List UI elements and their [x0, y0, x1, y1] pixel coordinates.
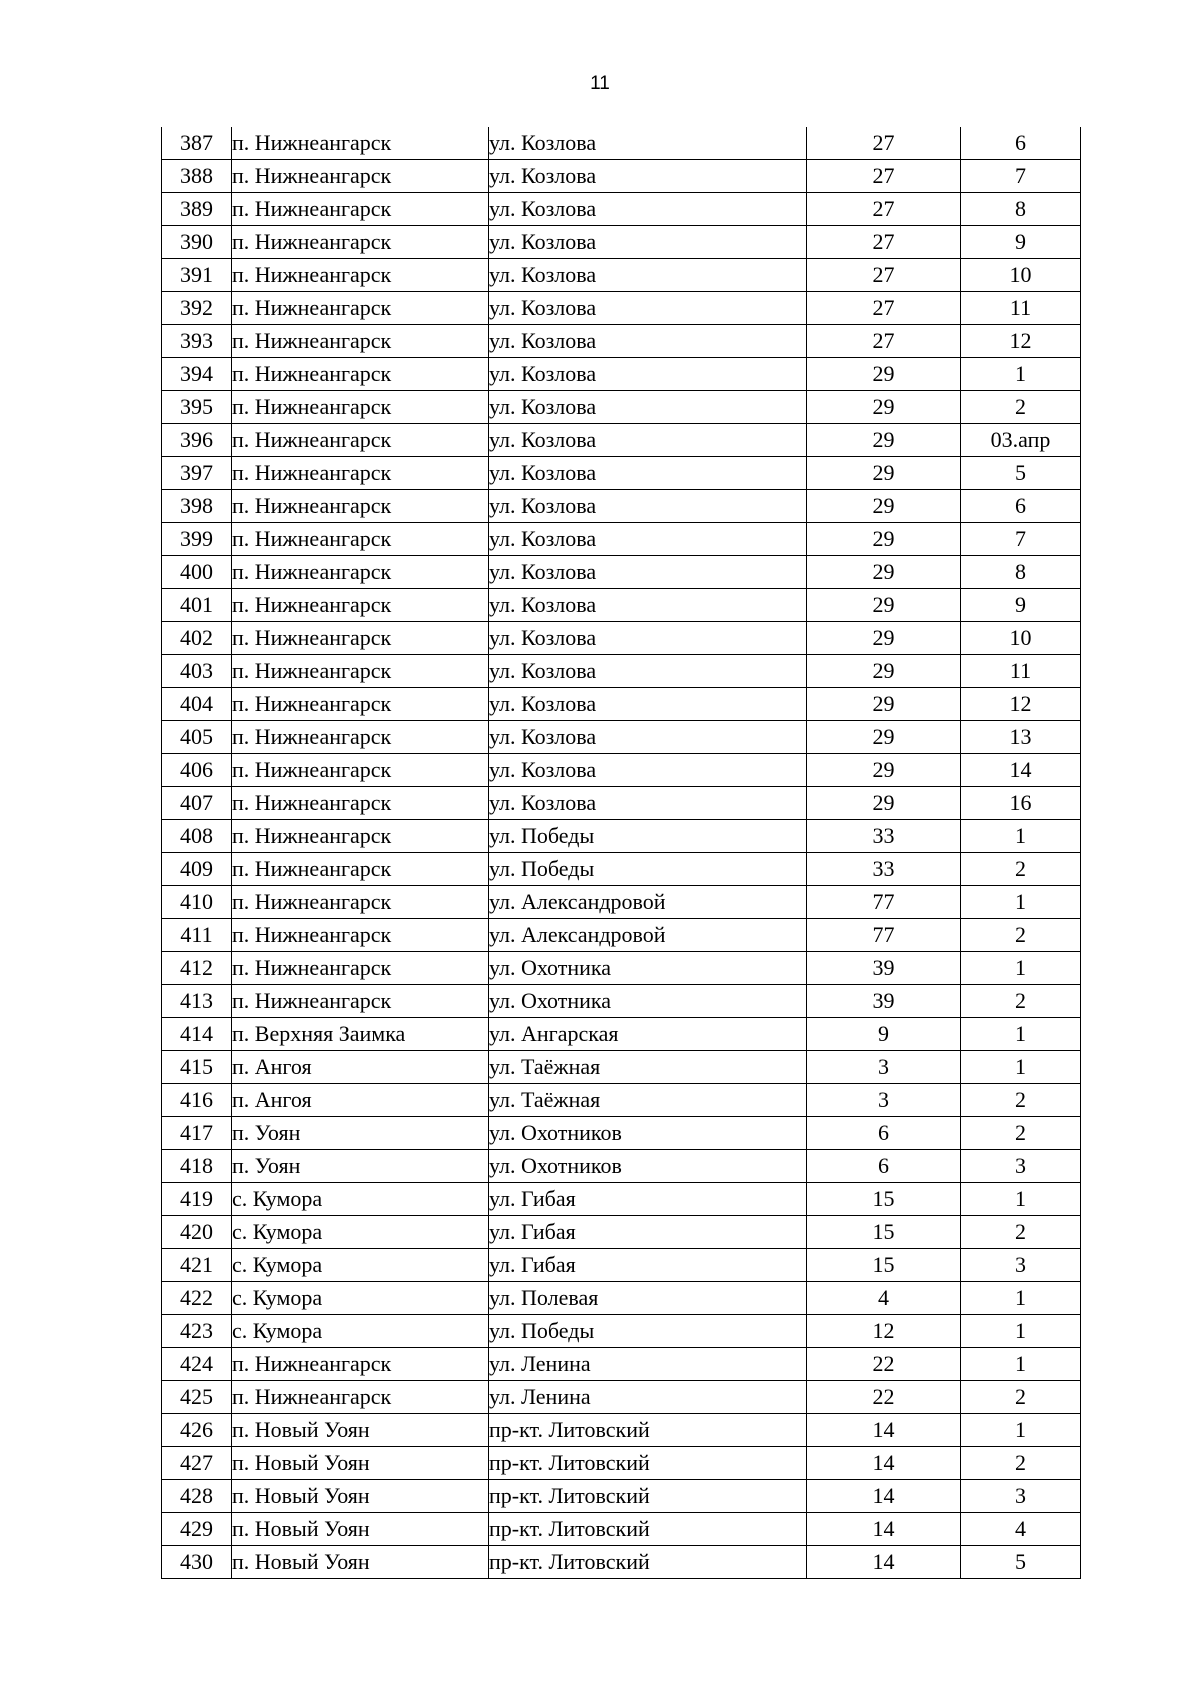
table-row [162, 1051, 1081, 1084]
settlement-cell: п. Нижнеангарск [232, 952, 489, 985]
street-cell: ул. Гибая [489, 1183, 807, 1216]
row-number-cell: 393 [162, 325, 232, 358]
house-number-cell: 27 [807, 325, 961, 358]
row-number-cell: 429 [162, 1513, 232, 1546]
row-number-cell: 424 [162, 1348, 232, 1381]
apartment-number-cell: 2 [961, 919, 1081, 952]
apartment-number-cell: 8 [961, 193, 1081, 226]
house-number-cell: 3 [807, 1051, 961, 1084]
row-number-cell: 398 [162, 490, 232, 523]
apartment-number-cell: 2 [961, 1216, 1081, 1249]
apartment-number-cell: 1 [961, 1282, 1081, 1315]
row-number-cell: 388 [162, 160, 232, 193]
table-row [162, 1084, 1081, 1117]
street-cell: ул. Победы [489, 853, 807, 886]
settlement-cell: п. Новый Уоян [232, 1480, 489, 1513]
row-number-cell: 399 [162, 523, 232, 556]
settlement-cell: п. Нижнеангарск [232, 325, 489, 358]
house-number-cell: 29 [807, 523, 961, 556]
row-number-cell: 390 [162, 226, 232, 259]
settlement-cell: п. Нижнеангарск [232, 820, 489, 853]
table-row [162, 886, 1081, 919]
house-number-cell: 29 [807, 721, 961, 754]
street-cell: ул. Ленина [489, 1348, 807, 1381]
house-number-cell: 33 [807, 820, 961, 853]
settlement-cell: п. Нижнеангарск [232, 259, 489, 292]
row-number-cell: 391 [162, 259, 232, 292]
table-row [162, 1150, 1081, 1183]
table-row [162, 1414, 1081, 1447]
settlement-cell: п. Нижнеангарск [232, 193, 489, 226]
row-number-cell: 400 [162, 556, 232, 589]
house-number-cell: 27 [807, 226, 961, 259]
house-number-cell: 27 [807, 292, 961, 325]
street-cell: ул. Охотника [489, 952, 807, 985]
street-cell: ул. Козлова [489, 589, 807, 622]
apartment-number-cell: 1 [961, 952, 1081, 985]
apartment-number-cell: 13 [961, 721, 1081, 754]
street-cell: ул. Козлова [489, 754, 807, 787]
table-row [162, 688, 1081, 721]
table-row [162, 490, 1081, 523]
settlement-cell: п. Нижнеангарск [232, 556, 489, 589]
street-cell: ул. Ленина [489, 1381, 807, 1414]
street-cell: ул. Козлова [489, 391, 807, 424]
settlement-cell: п. Уоян [232, 1117, 489, 1150]
street-cell: ул. Козлова [489, 127, 807, 160]
row-number-cell: 412 [162, 952, 232, 985]
settlement-cell: п. Нижнеангарск [232, 688, 489, 721]
apartment-number-cell: 8 [961, 556, 1081, 589]
row-number-cell: 416 [162, 1084, 232, 1117]
house-number-cell: 29 [807, 457, 961, 490]
house-number-cell: 33 [807, 853, 961, 886]
settlement-cell: п. Нижнеангарск [232, 985, 489, 1018]
street-cell: ул. Полевая [489, 1282, 807, 1315]
settlement-cell: п. Нижнеангарск [232, 655, 489, 688]
row-number-cell: 426 [162, 1414, 232, 1447]
street-cell: ул. Козлова [489, 787, 807, 820]
house-number-cell: 3 [807, 1084, 961, 1117]
table-row [162, 1546, 1081, 1579]
row-number-cell: 387 [162, 127, 232, 160]
row-number-cell: 406 [162, 754, 232, 787]
row-number-cell: 405 [162, 721, 232, 754]
street-cell: ул. Александровой [489, 886, 807, 919]
house-number-cell: 29 [807, 589, 961, 622]
apartment-number-cell: 1 [961, 1051, 1081, 1084]
apartment-number-cell: 3 [961, 1150, 1081, 1183]
row-number-cell: 410 [162, 886, 232, 919]
house-number-cell: 15 [807, 1249, 961, 1282]
house-number-cell: 29 [807, 358, 961, 391]
table-row [162, 127, 1081, 160]
street-cell: ул. Козлова [489, 721, 807, 754]
street-cell: ул. Победы [489, 820, 807, 853]
house-number-cell: 14 [807, 1414, 961, 1447]
table-row [162, 721, 1081, 754]
apartment-number-cell: 11 [961, 655, 1081, 688]
row-number-cell: 407 [162, 787, 232, 820]
settlement-cell: п. Новый Уоян [232, 1447, 489, 1480]
row-number-cell: 409 [162, 853, 232, 886]
settlement-cell: п. Нижнеангарск [232, 226, 489, 259]
street-cell: ул. Ангарская [489, 1018, 807, 1051]
settlement-cell: п. Новый Уоян [232, 1513, 489, 1546]
table-row [162, 523, 1081, 556]
row-number-cell: 427 [162, 1447, 232, 1480]
row-number-cell: 404 [162, 688, 232, 721]
house-number-cell: 14 [807, 1513, 961, 1546]
row-number-cell: 421 [162, 1249, 232, 1282]
house-number-cell: 39 [807, 985, 961, 1018]
table-row [162, 1447, 1081, 1480]
street-cell: пр-кт. Литовский [489, 1414, 807, 1447]
apartment-number-cell: 5 [961, 1546, 1081, 1579]
page-number: 11 [590, 73, 610, 94]
row-number-cell: 394 [162, 358, 232, 391]
street-cell: ул. Козлова [489, 160, 807, 193]
settlement-cell: п. Нижнеангарск [232, 754, 489, 787]
settlement-cell: п. Нижнеангарск [232, 622, 489, 655]
apartment-number-cell: 10 [961, 259, 1081, 292]
street-cell: ул. Александровой [489, 919, 807, 952]
table-row [162, 820, 1081, 853]
street-cell: ул. Козлова [489, 226, 807, 259]
apartment-number-cell: 9 [961, 226, 1081, 259]
table-row [162, 292, 1081, 325]
house-number-cell: 6 [807, 1117, 961, 1150]
table-row [162, 424, 1081, 457]
table-row [162, 1381, 1081, 1414]
apartment-number-cell: 2 [961, 853, 1081, 886]
apartment-number-cell: 2 [961, 1117, 1081, 1150]
settlement-cell: с. Кумора [232, 1315, 489, 1348]
row-number-cell: 402 [162, 622, 232, 655]
apartment-number-cell: 6 [961, 127, 1081, 160]
apartment-number-cell: 3 [961, 1249, 1081, 1282]
street-cell: ул. Козлова [489, 523, 807, 556]
settlement-cell: с. Кумора [232, 1216, 489, 1249]
settlement-cell: п. Новый Уоян [232, 1546, 489, 1579]
table-row [162, 1480, 1081, 1513]
apartment-number-cell: 3 [961, 1480, 1081, 1513]
street-cell: ул. Козлова [489, 622, 807, 655]
table-row [162, 655, 1081, 688]
row-number-cell: 395 [162, 391, 232, 424]
settlement-cell: п. Нижнеангарск [232, 292, 489, 325]
apartment-number-cell: 1 [961, 1348, 1081, 1381]
apartment-number-cell: 03.апр [961, 424, 1081, 457]
apartment-number-cell: 1 [961, 820, 1081, 853]
house-number-cell: 9 [807, 1018, 961, 1051]
house-number-cell: 29 [807, 787, 961, 820]
table-row [162, 259, 1081, 292]
house-number-cell: 29 [807, 556, 961, 589]
row-number-cell: 403 [162, 655, 232, 688]
settlement-cell: п. Уоян [232, 1150, 489, 1183]
table-row [162, 226, 1081, 259]
table-row [162, 1315, 1081, 1348]
row-number-cell: 418 [162, 1150, 232, 1183]
street-cell: ул. Козлова [489, 457, 807, 490]
apartment-number-cell: 7 [961, 160, 1081, 193]
settlement-cell: п. Нижнеангарск [232, 1348, 489, 1381]
street-cell: пр-кт. Литовский [489, 1480, 807, 1513]
house-number-cell: 14 [807, 1480, 961, 1513]
house-number-cell: 29 [807, 424, 961, 457]
apartment-number-cell: 12 [961, 688, 1081, 721]
row-number-cell: 425 [162, 1381, 232, 1414]
street-cell: ул. Козлова [489, 358, 807, 391]
settlement-cell: п. Новый Уоян [232, 1414, 489, 1447]
table-row [162, 589, 1081, 622]
settlement-cell: п. Нижнеангарск [232, 160, 489, 193]
settlement-cell: п. Нижнеангарск [232, 490, 489, 523]
settlement-cell: п. Нижнеангарск [232, 1381, 489, 1414]
house-number-cell: 29 [807, 688, 961, 721]
table-row [162, 985, 1081, 1018]
street-cell: ул. Козлова [489, 556, 807, 589]
row-number-cell: 419 [162, 1183, 232, 1216]
settlement-cell: п. Нижнеангарск [232, 853, 489, 886]
table-row [162, 787, 1081, 820]
settlement-cell: п. Нижнеангарск [232, 424, 489, 457]
apartment-number-cell: 1 [961, 1414, 1081, 1447]
street-cell: ул. Таёжная [489, 1084, 807, 1117]
apartment-number-cell: 5 [961, 457, 1081, 490]
settlement-cell: п. Нижнеангарск [232, 787, 489, 820]
street-cell: пр-кт. Литовский [489, 1513, 807, 1546]
apartment-number-cell: 2 [961, 1381, 1081, 1414]
settlement-cell: п. Ангоя [232, 1084, 489, 1117]
street-cell: пр-кт. Литовский [489, 1447, 807, 1480]
table-row [162, 1282, 1081, 1315]
settlement-cell: п. Нижнеангарск [232, 589, 489, 622]
street-cell: ул. Охотника [489, 985, 807, 1018]
house-number-cell: 6 [807, 1150, 961, 1183]
row-number-cell: 401 [162, 589, 232, 622]
apartment-number-cell: 14 [961, 754, 1081, 787]
table-row [162, 622, 1081, 655]
table-row [162, 1249, 1081, 1282]
apartment-number-cell: 1 [961, 1183, 1081, 1216]
row-number-cell: 392 [162, 292, 232, 325]
street-cell: ул. Козлова [489, 490, 807, 523]
table-row [162, 952, 1081, 985]
table-row [162, 391, 1081, 424]
settlement-cell: п. Нижнеангарск [232, 523, 489, 556]
street-cell: ул. Козлова [489, 193, 807, 226]
settlement-cell: п. Нижнеангарск [232, 886, 489, 919]
row-number-cell: 420 [162, 1216, 232, 1249]
row-number-cell: 414 [162, 1018, 232, 1051]
street-cell: пр-кт. Литовский [489, 1546, 807, 1579]
settlement-cell: с. Кумора [232, 1249, 489, 1282]
street-cell: ул. Козлова [489, 325, 807, 358]
house-number-cell: 77 [807, 919, 961, 952]
table-row [162, 325, 1081, 358]
apartment-number-cell: 2 [961, 985, 1081, 1018]
apartment-number-cell: 1 [961, 1315, 1081, 1348]
apartment-number-cell: 1 [961, 886, 1081, 919]
table-row [162, 1117, 1081, 1150]
street-cell: ул. Победы [489, 1315, 807, 1348]
street-cell: ул. Гибая [489, 1249, 807, 1282]
row-number-cell: 411 [162, 919, 232, 952]
settlement-cell: с. Кумора [232, 1282, 489, 1315]
apartment-number-cell: 11 [961, 292, 1081, 325]
table-row [162, 358, 1081, 391]
row-number-cell: 415 [162, 1051, 232, 1084]
street-cell: ул. Козлова [489, 688, 807, 721]
settlement-cell: п. Нижнеангарск [232, 358, 489, 391]
house-number-cell: 15 [807, 1183, 961, 1216]
apartment-number-cell: 2 [961, 1084, 1081, 1117]
row-number-cell: 396 [162, 424, 232, 457]
table-row [162, 853, 1081, 886]
table-row [162, 160, 1081, 193]
settlement-cell: с. Кумора [232, 1183, 489, 1216]
house-number-cell: 29 [807, 391, 961, 424]
apartment-number-cell: 2 [961, 1447, 1081, 1480]
settlement-cell: п. Нижнеангарск [232, 721, 489, 754]
house-number-cell: 27 [807, 259, 961, 292]
apartment-number-cell: 12 [961, 325, 1081, 358]
table-row [162, 193, 1081, 226]
settlement-cell: п. Ангоя [232, 1051, 489, 1084]
house-number-cell: 4 [807, 1282, 961, 1315]
house-number-cell: 27 [807, 160, 961, 193]
house-number-cell: 29 [807, 490, 961, 523]
street-cell: ул. Охотников [489, 1150, 807, 1183]
house-number-cell: 15 [807, 1216, 961, 1249]
house-number-cell: 29 [807, 754, 961, 787]
settlement-cell: п. Верхняя Заимка [232, 1018, 489, 1051]
apartment-number-cell: 10 [961, 622, 1081, 655]
street-cell: ул. Таёжная [489, 1051, 807, 1084]
house-number-cell: 22 [807, 1348, 961, 1381]
house-number-cell: 29 [807, 622, 961, 655]
street-cell: ул. Гибая [489, 1216, 807, 1249]
house-number-cell: 27 [807, 193, 961, 226]
street-cell: ул. Козлова [489, 259, 807, 292]
table-row [162, 1018, 1081, 1051]
table-row [162, 1513, 1081, 1546]
address-table-body [162, 127, 1081, 1579]
row-number-cell: 397 [162, 457, 232, 490]
street-cell: ул. Козлова [489, 292, 807, 325]
table-row [162, 457, 1081, 490]
row-number-cell: 423 [162, 1315, 232, 1348]
apartment-number-cell: 1 [961, 1018, 1081, 1051]
row-number-cell: 430 [162, 1546, 232, 1579]
row-number-cell: 413 [162, 985, 232, 1018]
row-number-cell: 428 [162, 1480, 232, 1513]
apartment-number-cell: 2 [961, 391, 1081, 424]
table-row [162, 1183, 1081, 1216]
row-number-cell: 417 [162, 1117, 232, 1150]
row-number-cell: 408 [162, 820, 232, 853]
table-row [162, 754, 1081, 787]
apartment-number-cell: 4 [961, 1513, 1081, 1546]
table-row [162, 1216, 1081, 1249]
house-number-cell: 22 [807, 1381, 961, 1414]
settlement-cell: п. Нижнеангарск [232, 457, 489, 490]
table-row [162, 919, 1081, 952]
apartment-number-cell: 6 [961, 490, 1081, 523]
apartment-number-cell: 1 [961, 358, 1081, 391]
street-cell: ул. Козлова [489, 424, 807, 457]
apartment-number-cell: 16 [961, 787, 1081, 820]
apartment-number-cell: 9 [961, 589, 1081, 622]
table-row [162, 556, 1081, 589]
row-number-cell: 422 [162, 1282, 232, 1315]
house-number-cell: 27 [807, 127, 961, 160]
row-number-cell: 389 [162, 193, 232, 226]
house-number-cell: 14 [807, 1546, 961, 1579]
street-cell: ул. Козлова [489, 655, 807, 688]
settlement-cell: п. Нижнеангарск [232, 391, 489, 424]
house-number-cell: 39 [807, 952, 961, 985]
house-number-cell: 29 [807, 655, 961, 688]
settlement-cell: п. Нижнеангарск [232, 919, 489, 952]
table-row [162, 1348, 1081, 1381]
settlement-cell: п. Нижнеангарск [232, 127, 489, 160]
apartment-number-cell: 7 [961, 523, 1081, 556]
house-number-cell: 14 [807, 1447, 961, 1480]
address-table [161, 127, 1081, 1579]
street-cell: ул. Охотников [489, 1117, 807, 1150]
house-number-cell: 77 [807, 886, 961, 919]
house-number-cell: 12 [807, 1315, 961, 1348]
